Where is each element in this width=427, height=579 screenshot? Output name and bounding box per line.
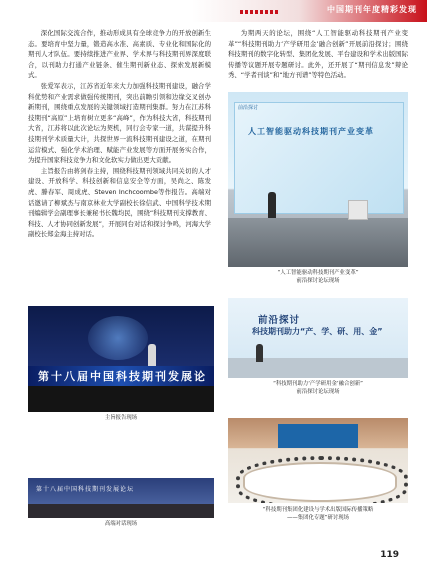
left-paragraph-1: 深化国际交流合作，推动形成具有全球竞争力的开放创新生态。要培育中坚力量，锻造高水准、高素质、专业化和国际化的期刊人才队伍。要持续推进产业界、学术界与科技期刊界深度联合，以刊助力打通产业链条、催生期刊新业态、探索发展新模式。 [28, 29, 211, 80]
page-number: 119 [380, 550, 399, 560]
group-research-table [243, 462, 397, 502]
frontier-forum-photo [228, 298, 408, 378]
header-decoration [240, 10, 280, 14]
ai-forum-podium [348, 200, 368, 220]
left-paragraph-3: 主旨报告由蒋剑春主持，围绕科技期刊领域共同关切的人才建设、开放科学、科技创新和信息安全等方面，吴尚之、陈发虎、滕春军、周成虎、Steven Inchcoombe等作报告。高端对话邀请了柳斌杰与南京林业大学副校长徐信武、中国科学技术期刊编辑学会副理事长兼秘书长魏均民，围绕“科技期刊支撑教育、科技、人才协同创新发展”，开展同台对话和探讨争鸣，河海大学副校长郑金海主持对话。 [28, 166, 211, 239]
main-forum-caption [28, 415, 214, 423]
dialogue-seats [28, 504, 214, 518]
group-research-caption [228, 507, 408, 522]
frontier-forum-floor [228, 358, 408, 378]
dialogue-caption-line-1: 高端对话现场 [104, 521, 138, 527]
main-forum-stage-light [88, 316, 148, 360]
dialogue-banner: 第十八届中国科技期刊发展论坛 [36, 486, 135, 493]
group-research-screen [278, 424, 358, 448]
main-forum-stage [28, 386, 214, 412]
ai-forum-floor [228, 218, 408, 267]
frontier-forum-screen-title: 前沿探讨 [258, 315, 301, 326]
main-forum-banner-text: 第十八届中国科技期刊发展论 [38, 370, 207, 383]
left-column [28, 28, 211, 240]
frontier-forum-caption [228, 381, 408, 396]
main-forum-speaker [148, 344, 156, 366]
group-research-photo [228, 418, 408, 503]
frontier-forum-screen-sub: 科技期刊助力“产、学、研、用、金” [252, 327, 383, 336]
right-column [228, 28, 408, 81]
main-forum-photo [28, 306, 214, 412]
frontier-forum-caption-line-1: “科技期刊助力‘产学研用金’融合创新” [273, 381, 363, 387]
dialogue-caption [28, 521, 214, 529]
ai-forum-speaker [268, 192, 276, 218]
main-forum-caption-line-1: 主旨报告现场 [104, 415, 138, 421]
ai-forum-photo [228, 92, 408, 267]
ai-forum-caption-line-1: “人工智能驱动科技期刊产业变革” [277, 270, 359, 276]
left-paragraph-2: 张爱军表示，江苏省近年来大力加强科技期刊建设，融合学科优势和产业需求做强传统期刊，突出前瞻引领和边缘交叉创办新期刊，围绕重点发展的关键领域打造期刊集群。努力在江苏科技期刊“高原”上培育树立更多“高峰”，作为科技大省，科技期刊大省，江苏将以此次论坛为契机，同行会专家一道，共谋提升科技期刊学术质量大计，共探世界一流科技期刊建设之道，在期刊运营模式、强化学术治理、赋能产业发展等方面开展务实合作，为提升国家科技竞争力和文化软实力做出更大贡献。 [28, 81, 211, 165]
header-title: 中国期刊年度精彩发现 [327, 5, 417, 14]
ai-forum-caption-line-2: 前沿探讨论坛现场 [296, 277, 340, 284]
page-header-bar [0, 0, 427, 22]
frontier-forum-caption-line-2: 前沿探讨论坛现场 [296, 388, 340, 395]
ai-forum-screen-sub: 前沿探讨 [238, 105, 259, 111]
dialogue-photo [28, 478, 214, 518]
group-research-caption-line-1: “科技期刊集团化建设与学术出版国际传播策略 [262, 507, 374, 513]
ai-forum-screen-title: 人工智能驱动科技期刊产业变革 [248, 127, 374, 136]
ai-forum-caption [228, 270, 408, 285]
frontier-forum-speaker [256, 344, 263, 362]
ai-forum-screen [234, 102, 404, 214]
group-research-caption-line-2: ——集团化专题”研讨现场 [286, 514, 350, 521]
right-paragraph-1: 为期两天的论坛，围绕“人工智能驱动科技期刊产业变革”“科技期刊助力‘产学研用金’融合创新”开展前沿探讨；围绕科技期刊的数字化转型、集团化发展、平台建设和学术出版国际传播等议题开展专题研讨。此外，还开展了“期刊信息发”辩论秀、“学者刊谈”和“地方刊谱”等特色活动。 [228, 29, 408, 80]
